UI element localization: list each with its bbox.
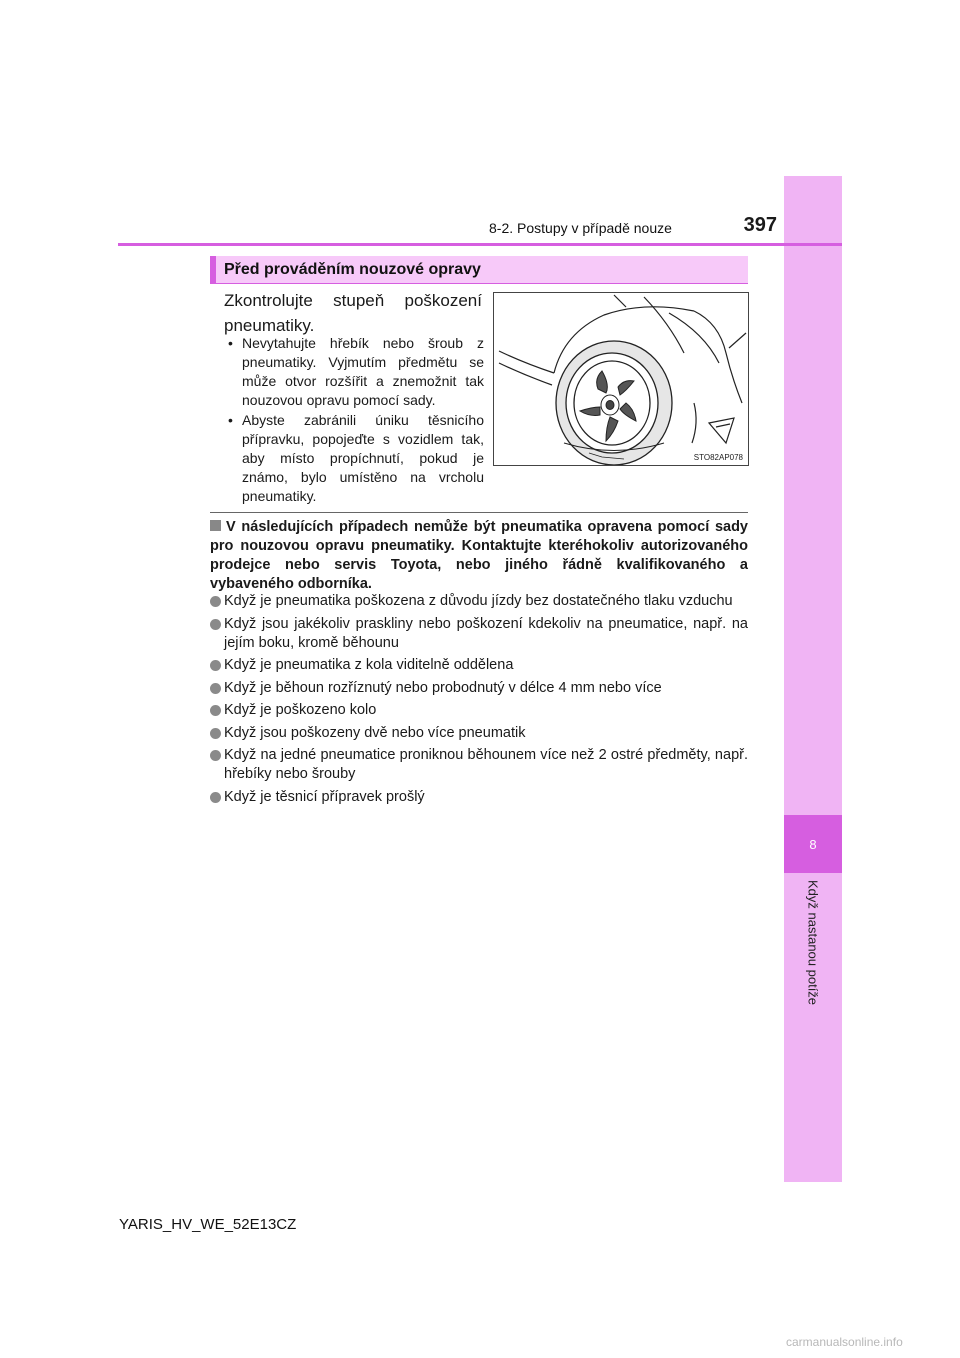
tire-illustration xyxy=(493,292,749,466)
circle-bullet-icon xyxy=(210,596,221,607)
box-divider xyxy=(210,512,748,513)
chapter-number: 8 xyxy=(784,815,842,873)
list-item: Když je pneumatika z kola viditelně oddělena xyxy=(210,656,748,675)
box-title: Před prováděním nouzové opravy xyxy=(210,256,748,284)
circle-bullet-icon xyxy=(210,792,221,803)
list-item: Když je poškozeno kolo xyxy=(210,701,748,720)
circle-bullet-icon xyxy=(210,619,221,630)
list-item: Když jsou poškozeny dvě nebo více pneumatik xyxy=(210,724,748,743)
intro-item: • Nevytahujte hřebík nebo šroub z pneumatiky. Vyjmutím předmětu se může otvor rozšířit a znemožnit tak nouzovou opravu pomocí sady. xyxy=(224,334,484,410)
list-item: Když na jedné pneumatice proniknou běhounem více než 2 ostré předměty, např. hřebíky nebo šrouby xyxy=(210,746,748,784)
chapter-side-tab xyxy=(784,176,842,1182)
intro-list xyxy=(224,334,484,507)
figure-code: STO82AP078 xyxy=(693,453,743,462)
intro-text: Zkontrolujte stupeň poškození pneumatiky. xyxy=(224,291,482,335)
square-bullet-icon xyxy=(210,520,221,531)
list-item: Když je běhoun rozříznutý nebo probodnutý v délce 4 mm nebo více xyxy=(210,679,748,698)
list-item: Když jsou jakékoliv praskliny nebo poškození kdekoliv na pneumatice, např. na jejím boku, kromě běhounu xyxy=(210,615,748,653)
condition-list xyxy=(210,592,748,810)
section-heading xyxy=(210,518,748,594)
circle-bullet-icon xyxy=(210,660,221,671)
chapter-title-text: Když nastanou potíže xyxy=(805,880,821,1006)
tire-drawing xyxy=(494,293,748,465)
section-heading-text: V následujících případech nemůže být pneumatika opravena pomocí sady pro nouzovou opravu pneumatiky. Kontaktujte kteréhokoliv autorizovaného prodejce nebo servis Toyota, nebo jiného řádně kvalifikovaného a vybaveného odborníka. xyxy=(210,519,748,592)
section-title: 8-2. Postupy v případě nouze xyxy=(489,220,672,236)
list-item: Když je těsnicí přípravek prošlý xyxy=(210,788,748,807)
page-number: 397 xyxy=(743,214,777,236)
chapter-title xyxy=(784,880,842,1030)
intro-item: • Abyste zabránili úniku těsnicího přípravku, popojeďte s vozidlem tak, aby místo propíchnutí, pokud je známo, bylo umístěno na vrcholu pneumatiky. xyxy=(224,411,484,506)
document-code: YARIS_HV_WE_52E13CZ xyxy=(119,1216,297,1233)
circle-bullet-icon xyxy=(210,728,221,739)
header-divider xyxy=(118,243,842,246)
circle-bullet-icon xyxy=(210,750,221,761)
watermark: carmanualsonline.info xyxy=(786,1335,903,1349)
circle-bullet-icon xyxy=(210,705,221,716)
list-item: Když je pneumatika poškozena z důvodu jízdy bez dostatečného tlaku vzduchu xyxy=(210,592,748,611)
circle-bullet-icon xyxy=(210,683,221,694)
